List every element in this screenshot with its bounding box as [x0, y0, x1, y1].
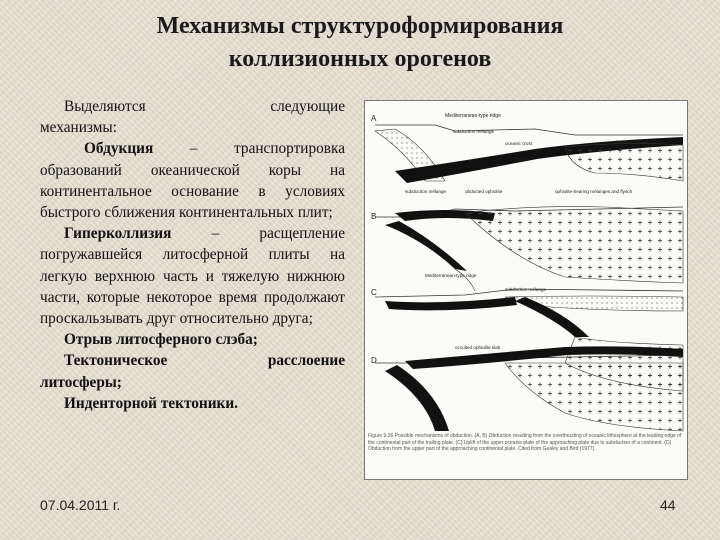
intro-word-2: следующие — [270, 98, 345, 115]
label-mantle: mantle — [515, 157, 529, 162]
delamination-term-1: Тектоническое — [64, 352, 168, 370]
slab-paragraph — [40, 329, 345, 350]
body-text — [40, 96, 345, 414]
intro-paragraph — [40, 96, 345, 117]
panel-b-letter: B — [371, 212, 377, 221]
hypercollision-text: – расщепление погружавшейся литосферной плиты на легкую верхнюю часть и тяжелую нижнюю части, которые некоторое время продолжают проскальзывать друг относительно друга; — [40, 225, 345, 328]
obduction-text: – транспортировка образований океанической коры на континентальное основание в условиях быстрого сближения континентальных плит; — [40, 140, 345, 222]
hypercollision-paragraph — [40, 223, 345, 329]
indenter-term: Индентoрной тектоники. — [64, 394, 238, 412]
label-subduction-melange-c: subduction mélange — [505, 287, 547, 292]
obduction-term: Обдукция — [84, 140, 154, 158]
indenter-paragraph — [40, 393, 345, 414]
obduction-paragraph — [40, 138, 345, 223]
label-continental-crust: continental crust — [615, 139, 649, 144]
delamination-line-2 — [40, 372, 345, 393]
obduction-diagram — [365, 101, 687, 479]
label-oceanic-crust: oceanic crust — [505, 141, 533, 146]
panel-c-letter: C — [371, 288, 377, 297]
label-mediterranean-ridge: Mediterranean-type ridge — [445, 113, 501, 119]
hypercollision-term: Гиперколлизия — [64, 225, 172, 243]
label-ridge-c: Mediterranean-type ridge — [425, 273, 477, 278]
label-subduction-melange-b: subduction mélange — [405, 189, 447, 194]
intro-word-3: механизмы: — [40, 119, 117, 137]
slab-term: Отрыв литосферного слэба — [64, 331, 253, 349]
slide-number: 44 — [660, 497, 676, 513]
title-line-1: Механизмы структуроформирования — [156, 13, 564, 39]
panel-a — [371, 113, 683, 183]
label-occulted-slab: occulted ophiolite slab — [455, 345, 501, 350]
delamination-paragraph — [40, 350, 345, 371]
label-subduction-melange: subduction mélange — [453, 129, 495, 134]
panel-a-letter: A — [371, 114, 377, 123]
delamination-punct: ; — [116, 373, 122, 391]
slide-date: 07.04.2011 г. — [40, 497, 121, 513]
intro-word-1: Выделяются — [64, 98, 146, 115]
label-ophiolite-bearing: ophiolite-bearing mélanges and flysch — [555, 189, 633, 194]
panel-b — [371, 189, 683, 291]
delamination-term-2: расслоение — [267, 352, 345, 370]
label-obducted-ophiolite: obducted ophiolite — [465, 189, 503, 194]
delamination-term-3: литосферы — [40, 373, 117, 391]
slab-punct: ; — [252, 331, 258, 349]
obduction-figure — [364, 100, 688, 480]
figure-caption: Figure 9.26 Possible mechanisms of obduction. (A, B) Obduction resulting from the overthrusting of oceanic lithosphere at the leading edge of the continental part of the trailing plate. (C) Uplift of the upper oceanic plate of the approaching plate due to subduction of a continent. (D) Obduction from the upper part of the approaching continental plate. Cited from Gealey and Bird (1977). — [368, 433, 682, 452]
title-line-2: коллизионных орогенов — [228, 46, 492, 72]
slide-title — [0, 10, 720, 76]
panel-d-letter: D — [371, 356, 377, 365]
